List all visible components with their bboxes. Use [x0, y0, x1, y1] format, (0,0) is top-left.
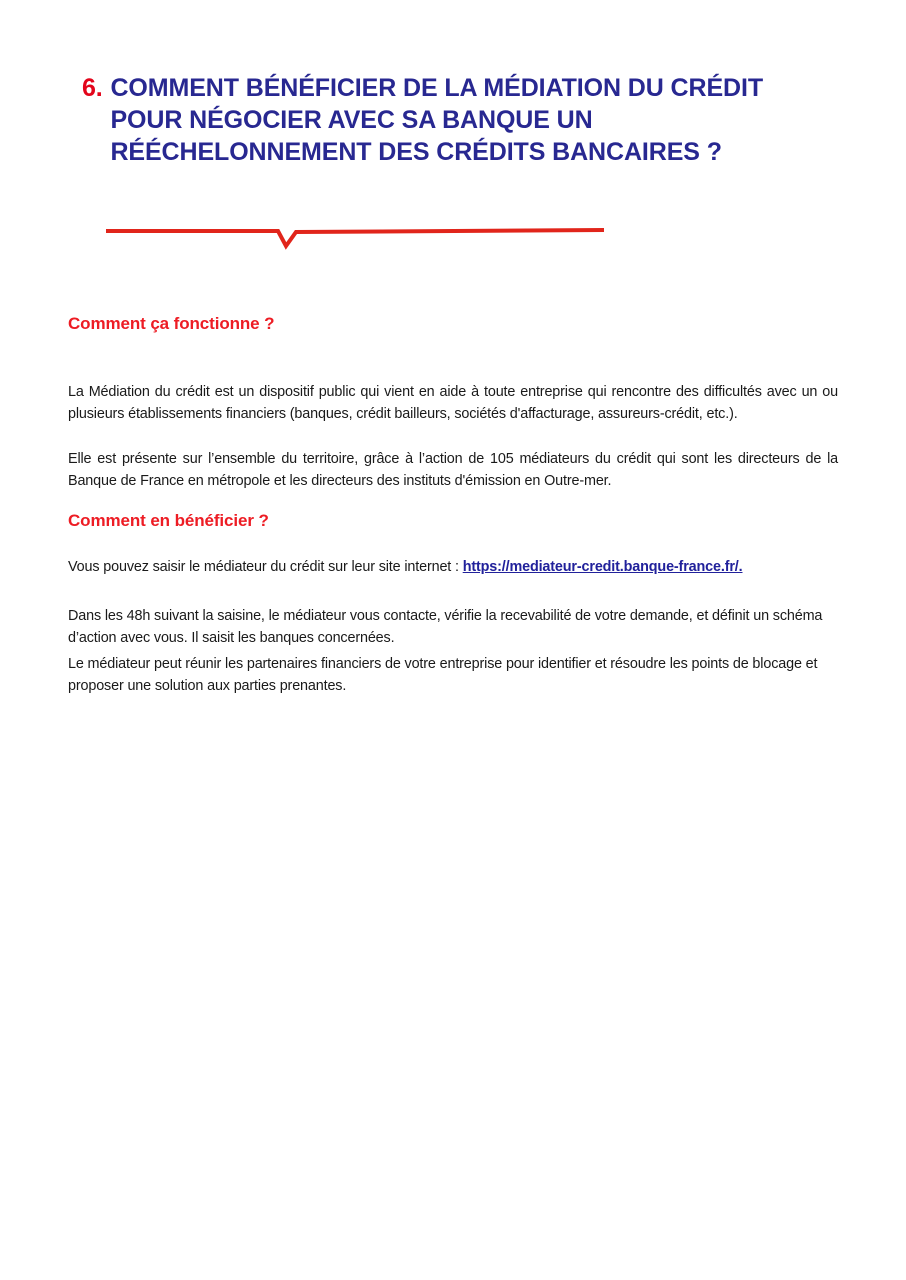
mediateur-credit-link[interactable]: https://mediateur-credit.banque-france.fr/. [462, 559, 743, 576]
page-title [82, 72, 838, 168]
paragraph-saisir-mediateur [68, 557, 838, 579]
section-heading-comment-ca-fonctionne: Comment ça fonctionne ? [68, 314, 275, 333]
paragraph-partenaires-financiers: Le médiateur peut réunir les partenaires financiers de votre entreprise pour identifier et résoudre les points de blocage et proposer une solution aux parties prenantes. [68, 656, 818, 694]
section-heading-comment-en-beneficier: Comment en bénéficier ? [68, 511, 269, 530]
paragraph-mediateurs-territoire: Elle est présente sur l’ensemble du territoire, grâce à l’action de 105 médiateurs du crédit qui sont les directeurs de la Banque de France en métropole et les directeurs des instituts d'émission en Outre-mer. [68, 451, 838, 489]
title-row [82, 72, 838, 168]
paragraph-48h-saisine: Dans les 48h suivant la saisine, le médiateur vous contacte, vérifie la recevabilité de votre demande, et définit un schéma d’action avec vous. Il saisit les banques concernées. [68, 608, 823, 646]
paragraph-lead-text: Vous pouvez saisir le médiateur du crédit sur leur site internet : [68, 559, 463, 576]
paragraph-dispositif-public: La Médiation du crédit est un dispositif public qui vient en aide à toute entreprise qui rencontre des difficultés avec un ou plusieurs établissements financiers (banques, crédit bailleurs, sociétés d'affacturage, assureurs-crédit, etc.). [68, 384, 838, 422]
section-number: 6. [82, 74, 103, 102]
decorative-red-rule [100, 219, 610, 253]
page-title-text: COMMENT BÉNÉFICIER DE LA MÉDIATION DU CRÉDIT POUR NÉGOCIER AVEC SA BANQUE UN RÉÉCHELONNEMENT DES CRÉDITS BANCAIRES ? [110, 74, 763, 166]
red-rule-icon [100, 219, 610, 253]
